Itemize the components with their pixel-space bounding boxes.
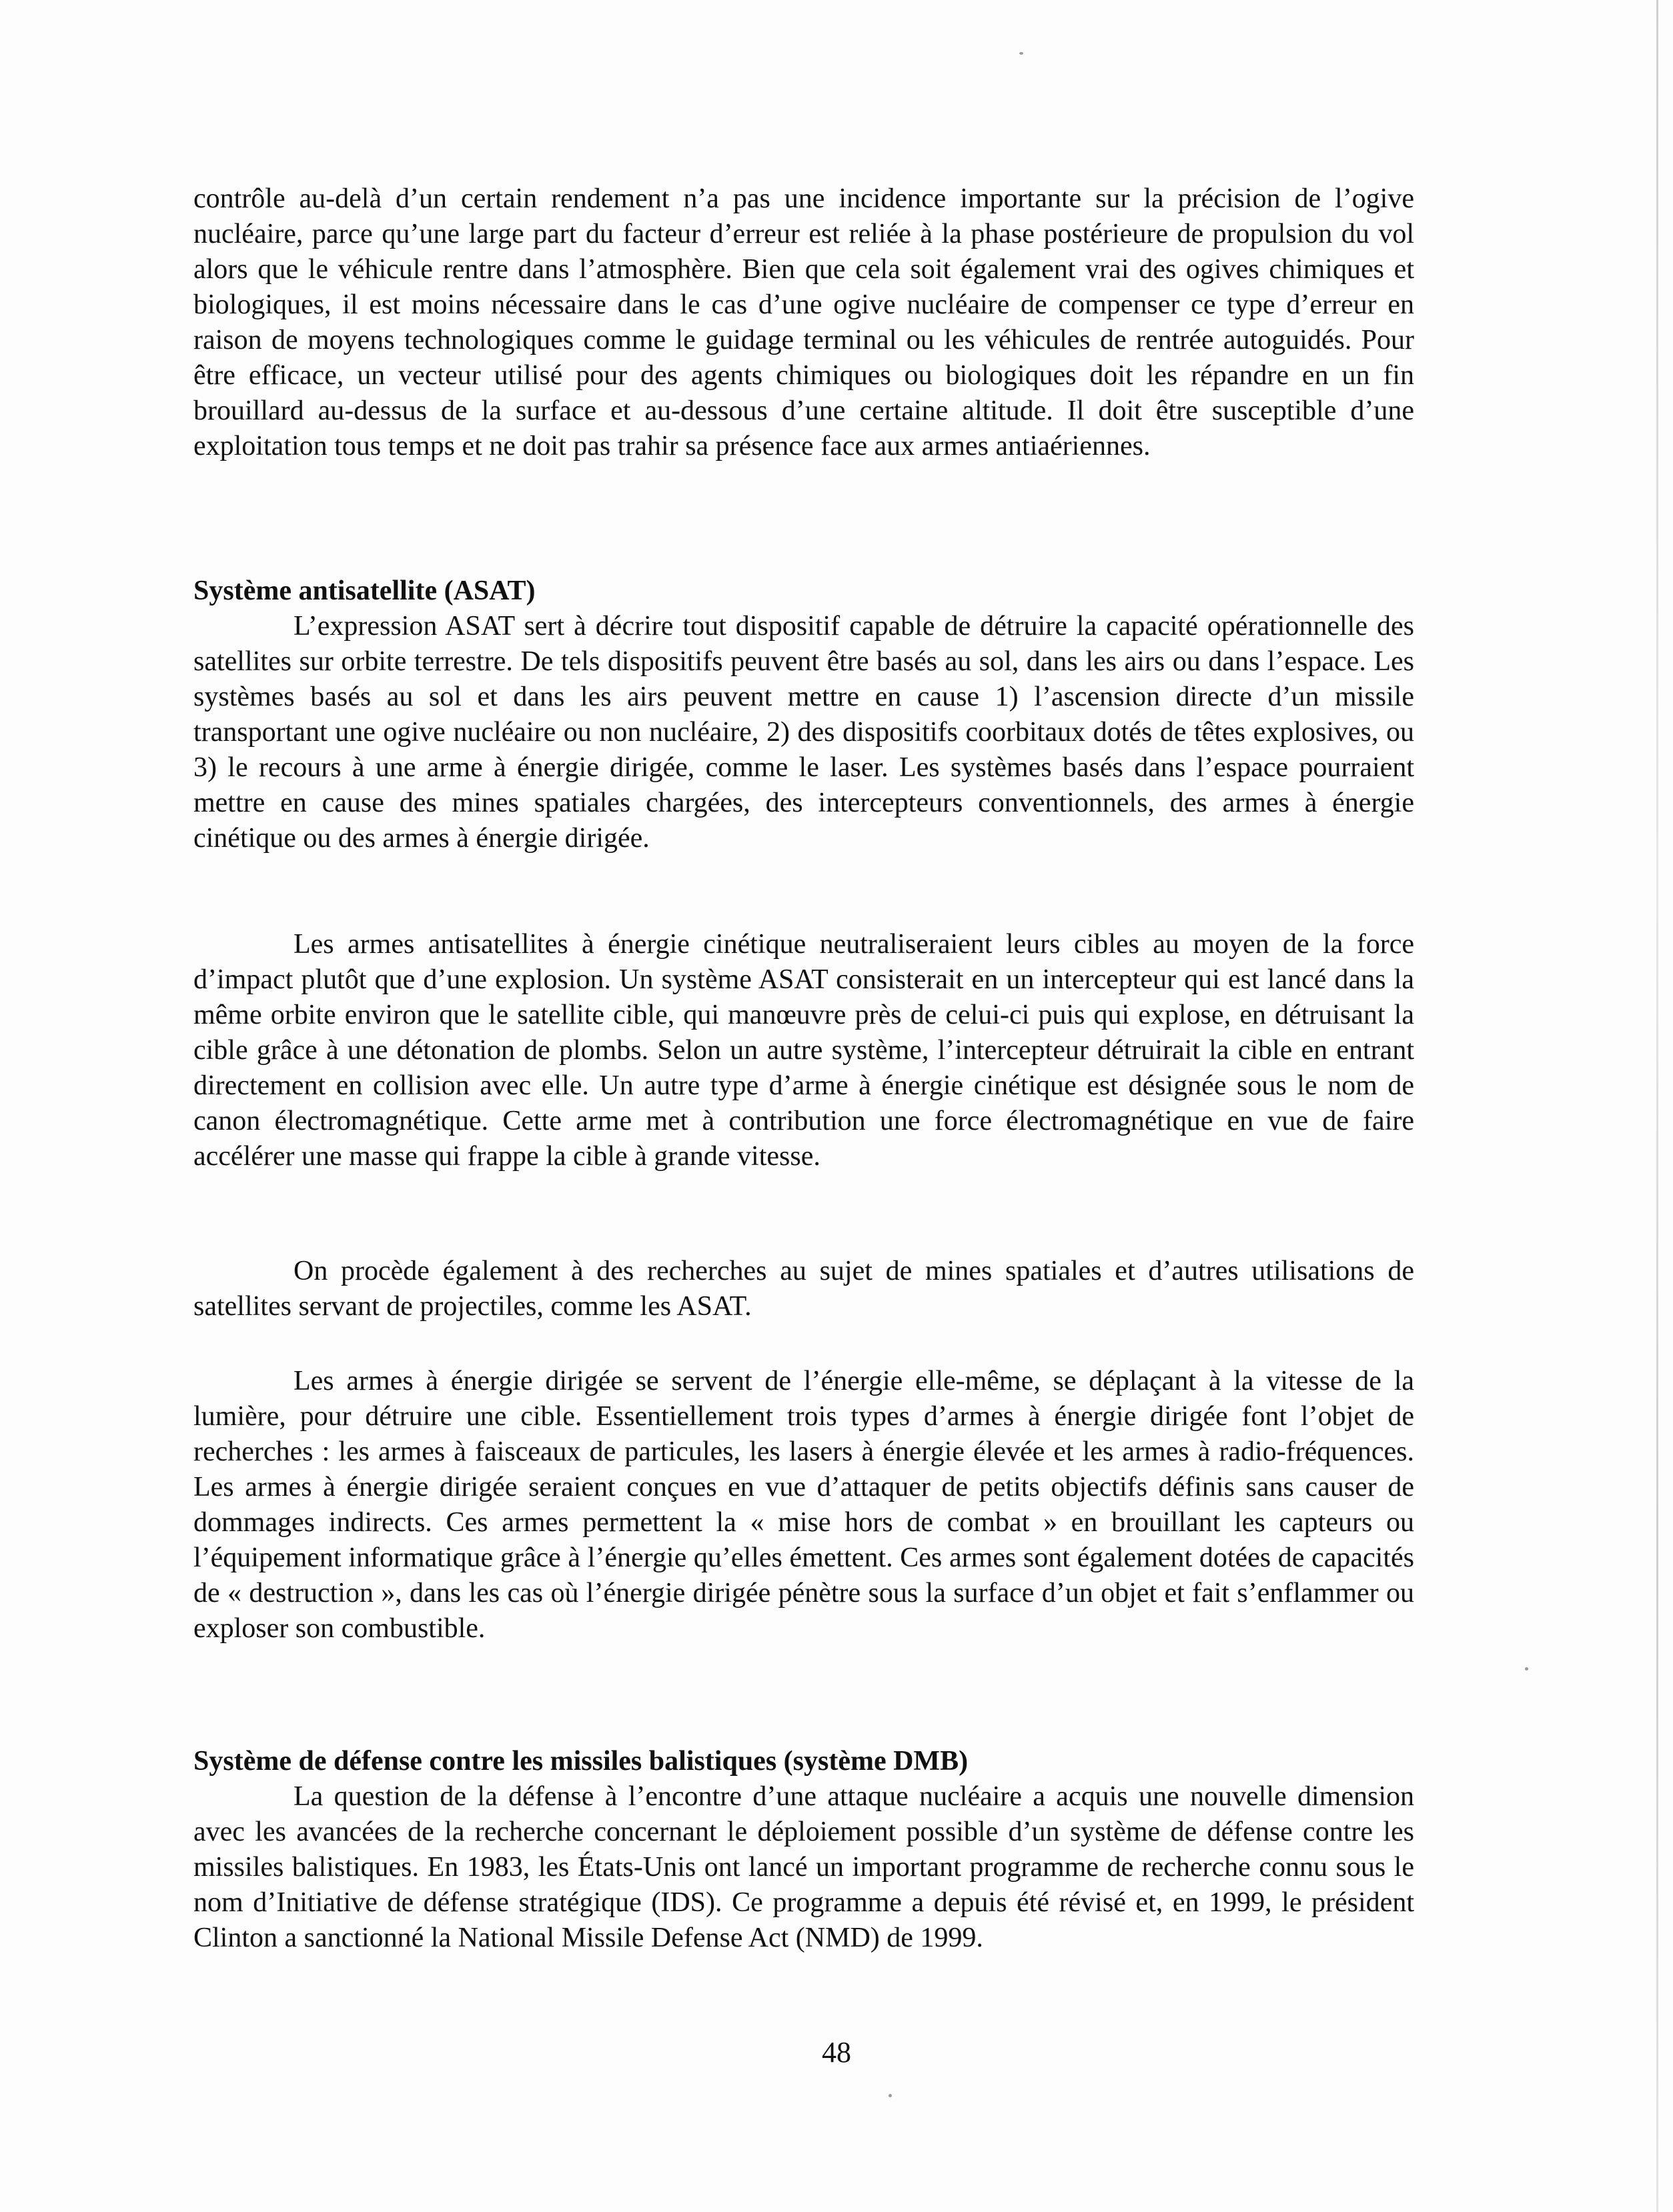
section-heading-asat: Système antisatellite (ASAT) bbox=[193, 576, 536, 606]
paragraph-intro: contrôle au-delà d’un certain rendement n’a pas une incidence importante sur la précision de l’ogive nucléaire, parce qu’une large part du facteur d’erreur est reliée à la phase postérieure de propulsion du vol alors que le véhicule rentre dans l’atmosphère. Bien que cela soit également vrai des ogives chimiques et biologiques, il est moins nécessaire dans le cas d’une ogive nucléaire de compenser ce type d’erreur en raison de moyens technologiques comme le guidage terminal ou les véhicules de rentrée autoguidés. Pour être efficace, un vecteur utilisé pour des agents chimiques ou biologiques doit les répandre en un fin brouillard au-dessus de la surface et au-dessous d’une certaine altitude. Il doit être susceptible d’une exploitation tous temps et ne doit pas trahir sa présence face aux armes antiaériennes. bbox=[193, 183, 1414, 461]
scan-speck bbox=[1019, 52, 1023, 55]
scan-speck bbox=[889, 2094, 892, 2097]
scan-speck bbox=[1525, 1667, 1528, 1671]
paragraph-dmb-1: La question de la défense à l’encontre d’une attaque nucléaire a acquis une nouvelle dimension avec les avancées de la recherche concernant le déploiement possible d’un système de défense contre les missiles balistiques. En 1983, les États-Unis ont lancé un important programme de recherche connu sous le nom d’Initiative de défense stratégique (IDS). Ce programme a depuis été révisé et, en 1999, le président Clinton a sanctionné la National Missile Defense Act (NMD) de 1999. bbox=[193, 1781, 1414, 1953]
paragraph-asat-4: Les armes à énergie dirigée se servent de l’énergie elle-même, se déplaçant à la vitesse de la lumière, pour détruire une cible. Essentiellement trois types d’armes à énergie dirigée font l’objet de recherches : les armes à faisceaux de particules, les lasers à énergie élevée et les armes à radio-fréquences. Les armes à énergie dirigée seraient conçues en vue d’attaquer de petits objectifs définis sans causer de dommages indirects. Ces armes permettent la « mise hors de combat » en brouillant les capteurs ou l’équipement informatique grâce à l’énergie qu’elles émettent. Ces armes sont également dotées de capacités de « destruction », dans les cas où l’énergie dirigée pénètre sous la surface d’un objet et fait s’enflammer ou exploser son combustible. bbox=[193, 1366, 1414, 1644]
scan-edge-shadow bbox=[1656, 0, 1658, 2212]
paragraph-asat-1: L’expression ASAT sert à décrire tout dispositif capable de détruire la capacité opérationnelle des satellites sur orbite terrestre. De tels dispositifs peuvent être basés au sol, dans les airs ou dans l’espace. Les systèmes basés au sol et dans les airs peuvent mettre en cause 1) l’ascension directe d’un missile transportant une ogive nucléaire ou non nucléaire, 2) des dispositifs coorbitaux dotés de têtes explosives, ou 3) le recours à une arme à énergie dirigée, comme le laser. Les systèmes basés dans l’espace pourraient mettre en cause des mines spatiales chargées, des intercepteurs conventionnels, des armes à énergie cinétique ou des armes à énergie dirigée. bbox=[193, 611, 1414, 854]
section-heading-dmb: Système de défense contre les missiles balistiques (système DMB) bbox=[193, 1746, 969, 1777]
paragraph-asat-3: On procède également à des recherches au sujet de mines spatiales et d’autres utilisations de satellites servant de projectiles, comme les ASAT. bbox=[193, 1256, 1414, 1322]
page-number: 48 bbox=[822, 2036, 851, 2069]
paragraph-asat-2: Les armes antisatellites à énergie cinétique neutraliseraient leurs cibles au moyen de la force d’impact plutôt que d’une explosion. Un système ASAT consisterait en un intercepteur qui est lancé dans la même orbite environ que le satellite cible, qui manœuvre près de celui-ci puis qui explose, en détruisant la cible grâce à une détonation de plombs. Selon un autre système, l’intercepteur détruirait la cible en entrant directement en collision avec elle. Un autre type d’arme à énergie cinétique est désignée sous le nom de canon électromagnétique. Cette arme met à contribution une force électromagnétique en vue de faire accélérer une masse qui frappe la cible à grande vitesse. bbox=[193, 929, 1414, 1172]
